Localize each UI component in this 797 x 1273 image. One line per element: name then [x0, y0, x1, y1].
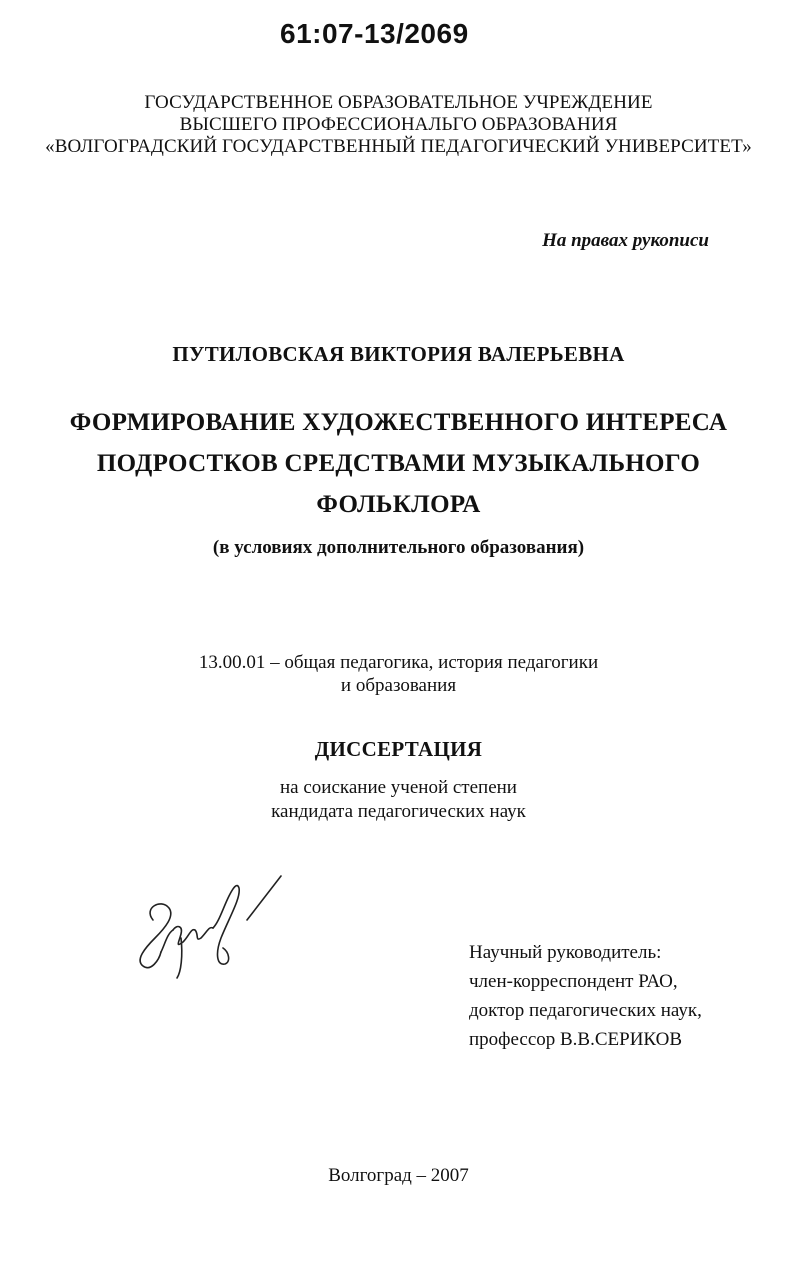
manuscript-note: На правах рукописи [542, 230, 709, 251]
document-type: ДИССЕРТАЦИЯ [314, 737, 483, 761]
degree-line: кандидата педагогических наук [271, 801, 526, 822]
supervisor-line: Научный руководитель: [469, 942, 662, 963]
specialty-line: 13.00.01 – общая педагогика, история педагогики [198, 652, 599, 673]
dissertation-title [0, 402, 797, 525]
title-line: ФОЛЬКЛОРА [316, 491, 481, 518]
institution-line: ГОСУДАРСТВЕННОЕ ОБРАЗОВАТЕЛЬНОЕ УЧРЕЖДЕНИЕ [144, 92, 653, 113]
degree-line: на соискание ученой степени [280, 777, 517, 798]
author-name: ПУТИЛОВСКАЯ ВИКТОРИЯ ВАЛЕРЬЕВНА [172, 342, 625, 366]
degree-description [0, 776, 797, 824]
registry-code: 61:07-13/2069 [280, 18, 469, 49]
title-line: ФОРМИРОВАНИЕ ХУДОЖЕСТВЕННОГО ИНТЕРЕСА [69, 409, 728, 436]
specialty-line: и образования [340, 675, 457, 696]
supervisor-line: доктор педагогических наук, [469, 1000, 702, 1021]
city-and-year: Волгоград – 2007 [328, 1165, 469, 1186]
title-line: ПОДРОСТКОВ СРЕДСТВАМИ МУЗЫКАЛЬНОГО [96, 450, 701, 477]
scientific-supervisor [469, 938, 702, 1054]
institution-header [0, 92, 797, 158]
supervisor-line: член-корреспондент РАО, [469, 971, 678, 992]
institution-line: «ВОЛГОГРАДСКИЙ ГОСУДАРСТВЕННЫЙ ПЕДАГОГИЧЕСКИЙ УНИВЕРСИТЕТ» [45, 136, 752, 157]
title-subtitle: (в условиях дополнительного образования) [212, 537, 585, 558]
supervisor-line: профессор В.В.СЕРИКОВ [469, 1029, 683, 1050]
handwritten-signature-icon [125, 868, 285, 988]
specialty-code [0, 651, 797, 697]
institution-line: ВЫСШЕГО ПРОФЕССИОНАЛЬГО ОБРАЗОВАНИЯ [179, 114, 618, 135]
